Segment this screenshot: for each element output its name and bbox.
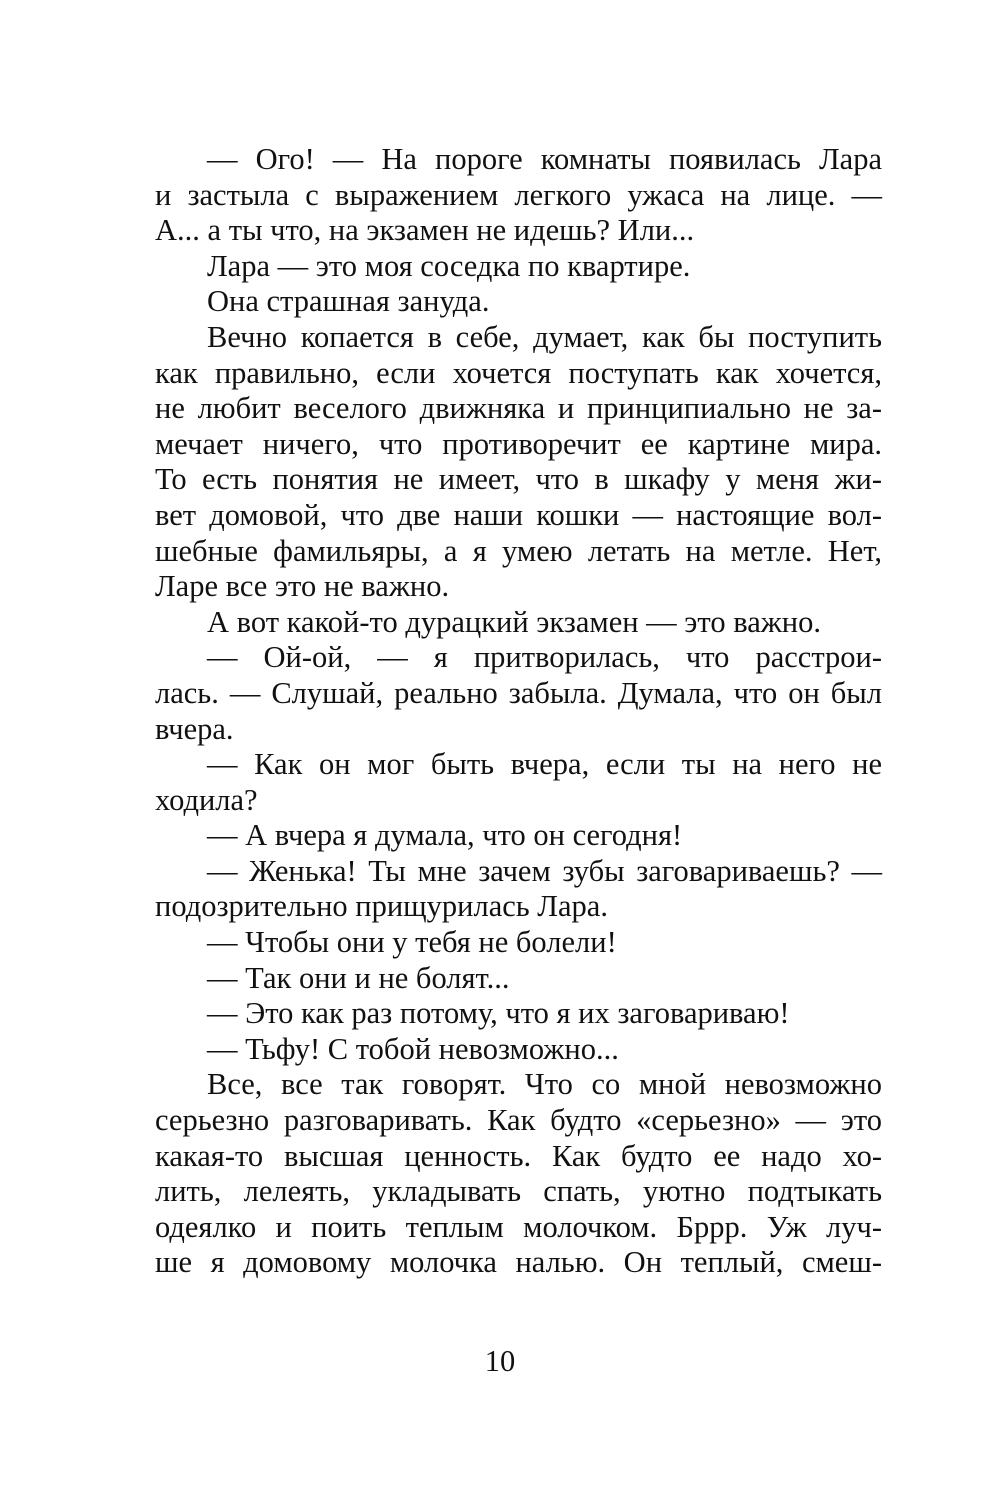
text-line: не любит веселого движняка и принципиально не за- [155,391,882,426]
text-line: лась. — Слушай, реально забыла. Думала, что он был [155,675,882,710]
text-line: — Чтобы они у тебя не болели! [207,925,617,960]
text-line: — Ой-ой, — я притворилась, что расстрои- [207,640,882,675]
text-line: Лара — это моя соседка по квартире. [207,248,691,283]
text-line: вчера. [155,711,234,746]
text-line: А... а ты что, на экзамен не идешь? Или... [155,213,695,248]
text-line: одеялко и поить теплым молочком. Бррр. Уж луч- [155,1209,882,1244]
text-line: То есть понятия не имеет, что в шкафу у меня жи- [155,462,882,497]
text-line: как правильно, если хочется поступать как хочется, [155,355,882,390]
text-line: — Как он мог быть вчера, если ты на него не [207,747,882,782]
text-line: — А вчера я думала, что он сегодня! [207,818,683,853]
text-line: какая-то высшая ценность. Как будто ее надо хо- [155,1138,882,1173]
text-line: — Тьфу! С тобой невозможно... [207,1031,619,1066]
text-line: Ларе все это не важно. [155,569,450,604]
text-line: — Женька! Ты мне зачем зубы заговариваешь? — [207,853,882,888]
text-line: Она страшная зануда. [207,284,490,319]
page-number: 10 [484,1344,516,1378]
text-line: серьезно разговаривать. Как будто «серьезно» — это [155,1103,882,1138]
text-line: — Это как раз потому, что я их заговариваю! [207,996,790,1031]
text-line: ходила? [155,782,258,817]
text-line: — Так они и не болят... [207,960,510,995]
text-line: вет домовой, что две наши кошки — настоящие вол- [155,497,882,532]
text-line: шебные фамильяры, а я умею летать на метле. Нет, [155,533,882,568]
text-line: А вот какой-то дурацкий экзамен — это важно. [207,604,822,639]
text-line: Вечно копается в себе, думает, как бы поступить [207,319,882,354]
text-line: подозрительно прищурилась Лара. [155,889,608,924]
text-line: Все, все так говорят. Что со мной невозможно [207,1067,882,1102]
text-line: ше я домовому молочка налью. Он теплый, смеш- [155,1245,882,1280]
text-line: и застыла с выражением легкого ужаса на лице. — [155,177,882,212]
text-line: мечает ничего, что противоречит ее картине мира. [155,426,882,461]
text-line: лить, лелеять, укладывать спать, уютно подтыкать [155,1174,882,1209]
book-page-text [155,142,882,1281]
text-line: — Ого! — На пороге комнаты появилась Лара [207,142,882,176]
